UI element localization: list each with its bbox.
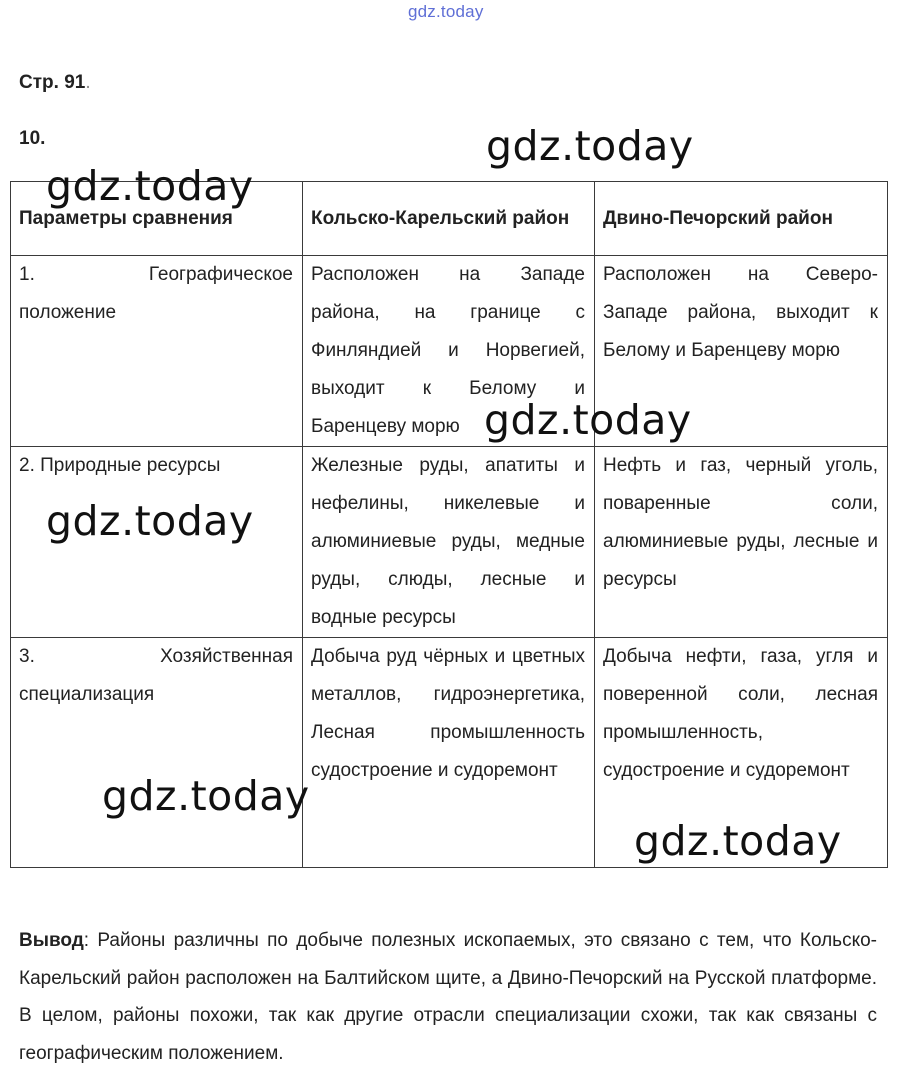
- dvina-pechora-cell: Нефть и газ, черный уголь, поваренные соли, алюминиевые руды, лесные и ресурсы: [595, 447, 888, 638]
- param-rest: положение: [19, 302, 117, 323]
- conclusion-paragraph: [19, 922, 877, 1072]
- dvina-pechora-cell: Расположен на Северо-Западе района, выходит к Белому и Баренцеву морю: [595, 256, 888, 447]
- dvina-pechora-cell: Добыча нефти, газа, угля и поверенной соли, лесная промышленность, судостроение и судоремонт: [595, 638, 888, 868]
- watermark: gdz.today: [102, 772, 310, 820]
- page-label-text: Стр. 91: [19, 72, 86, 93]
- param-cell: [11, 447, 303, 638]
- kola-karelian-cell: Добыча руд чёрных и цветных металлов, гидроэнергетика, Лесная промышленность судостроение и судоремонт: [303, 638, 595, 868]
- watermark: gdz.today: [486, 122, 694, 170]
- header-parameters: Параметры сравнения: [11, 182, 303, 256]
- watermark: gdz.today: [484, 396, 692, 444]
- table-row: [11, 638, 888, 868]
- table-row: [11, 447, 888, 638]
- param-number: 1.: [19, 264, 35, 285]
- conclusion-label: Вывод: [19, 930, 84, 951]
- table-row: [11, 256, 888, 447]
- watermark: gdz.today: [634, 817, 842, 865]
- top-watermark: gdz.today: [408, 2, 484, 21]
- watermark: gdz.today: [46, 497, 254, 545]
- conclusion-text: : Районы различны по добыче полезных ископаемых, это связано с тем, что Кольско-Карельский район расположен на Балтийском щите, а Двино-Печорский на Русской платформе. В целом, районы похожи, так как другие отрасли специализации схожи, так как связаны с географическим положением.: [19, 930, 877, 1064]
- task-number: 10.: [19, 128, 46, 149]
- table-header-row: [11, 182, 888, 256]
- param-cell: [11, 638, 303, 868]
- param-word: 2. Природные ресурсы: [19, 455, 221, 476]
- param-word: Хозяйственная: [160, 646, 293, 667]
- param-first-line: [19, 256, 293, 294]
- param-number: 3.: [19, 646, 35, 667]
- param-word: Географическое: [148, 264, 293, 285]
- param-first-line: [19, 638, 293, 676]
- header-kola-karelian: Кольско-Карельский район: [303, 182, 595, 256]
- watermark: gdz.today: [46, 162, 254, 210]
- page-label: [19, 72, 91, 94]
- param-rest: специализация: [19, 684, 155, 705]
- comparison-table: [10, 181, 888, 868]
- param-cell: [11, 256, 303, 447]
- header-dvina-pechora: Двино-Печорский район: [595, 182, 888, 256]
- kola-karelian-cell: Расположен на Западе района, на границе с Финляндией и Норвегией, выходит к Белому и Баренцеву морю: [303, 256, 595, 447]
- page-label-dot: .: [85, 72, 91, 93]
- kola-karelian-cell: Железные руды, апатиты и нефелины, никелевые и алюминиевые руды, медные руды, слюды, лесные и водные ресурсы: [303, 447, 595, 638]
